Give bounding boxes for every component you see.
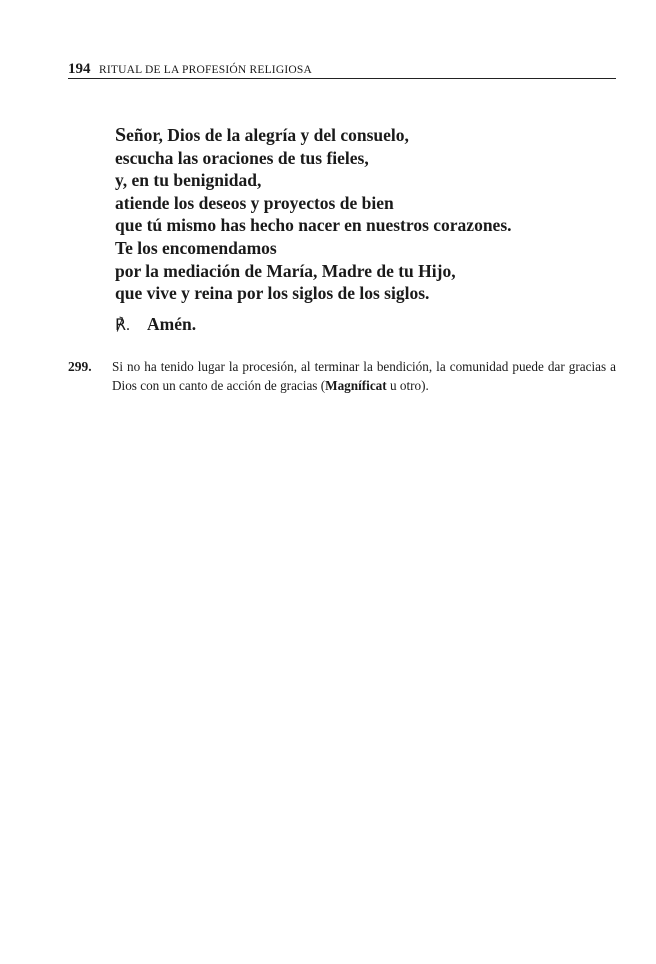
rubric-paragraph [68, 358, 616, 395]
rubric-text [112, 358, 616, 395]
prayer-line: y, en tu benignidad, [115, 170, 262, 191]
rubric-text-before: Si no ha tenido lugar la procesión, al terminar la bendición, la comunidad puede dar gracias a Dios con un canto de acción de gracias ( [112, 359, 616, 393]
prayer-line: que vive y reina por los siglos de los siglos. [115, 283, 430, 304]
response-symbol: ℟. [115, 317, 130, 334]
prayer-line-rest: eñor, Dios de la alegría y del consuelo, [126, 125, 409, 145]
prayer-line [115, 124, 512, 147]
prayer-line: atiende los deseos y proyectos de bien [115, 192, 394, 213]
response [115, 313, 196, 337]
prayer-line: que tú mismo has hecho nacer en nuestros corazones. [115, 215, 512, 236]
prayer-initial: S [115, 124, 127, 146]
page-number: 194 [68, 61, 91, 77]
paragraph-number: 299. [68, 359, 92, 374]
response-text: Amén. [147, 314, 197, 334]
rubric-emphasis: Magníficat [325, 377, 387, 393]
running-header [68, 60, 616, 79]
prayer-text [115, 124, 512, 305]
running-title: RITUAL DE LA PROFESIÓN RELIGIOSA [99, 64, 312, 76]
prayer-line: por la mediación de María, Madre de tu Hijo, [115, 260, 456, 281]
prayer-line: Te los encomendamos [115, 237, 277, 258]
prayer-line: escucha las oraciones de tus fieles, [115, 147, 369, 168]
rubric-text-after: u otro). [386, 377, 429, 393]
